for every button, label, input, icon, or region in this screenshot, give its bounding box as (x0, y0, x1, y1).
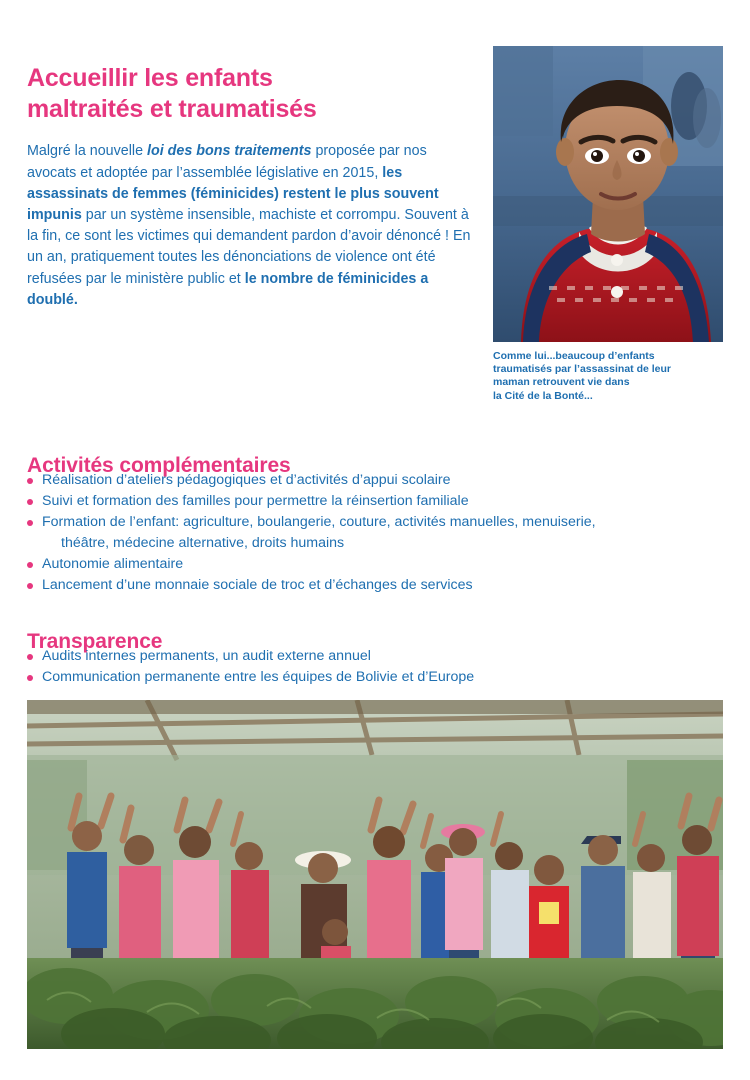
list-transparence (27, 646, 707, 688)
intro-seg-5: par un système insensible, machiste et corrompu. Souvent à la fin, ce sont les victimes qui demandent pardon d’avoir dénoncé ! En un an, pratiquement toutes les dénonciations de violence ont été refusées par le ministère public et (27, 206, 471, 287)
list-item (27, 491, 707, 512)
intro-seg-3: proposée par nos avocats et adoptée par l’assemblée législative en 2015, (27, 143, 427, 181)
page-title-line1: Accueillir les enfants (27, 63, 273, 92)
photo-boy-caption (493, 350, 725, 403)
list-item-text: Communication permanente entre les équipes de Bolivie et d’Europe (42, 669, 475, 685)
section-heading-transparence: Transparence (27, 630, 163, 654)
list-item-text: Réalisation d’ateliers pédagogiques et d’activités d’appui scolaire (42, 472, 451, 488)
list-item-subline: théâtre, médecine alternative, droits humains (61, 535, 345, 551)
page-title-line2: maltraités et traumatisés (27, 94, 317, 123)
intro-seg-4-strong: les assassinats de femmes (féminicides) restent le plus souvent impunis (27, 164, 439, 223)
photo-group-image (27, 700, 723, 1049)
intro-seg-1: Malgré la nouvelle (27, 143, 148, 160)
photo-boy-caption-line4: la Cité de la Bonté... (493, 389, 593, 402)
intro-seg-6-strong: le nombre de féminicides a doublé. (27, 270, 429, 308)
list-item (27, 575, 707, 596)
list-item (27, 646, 707, 667)
list-activites (27, 470, 707, 596)
intro-paragraph (27, 141, 479, 311)
intro-seg-2-emphasis: loi des bons traitements (147, 143, 312, 160)
list-item-text: Autonomie alimentaire (42, 556, 184, 572)
list-item-text: Formation de l’enfant: agriculture, boulangerie, couture, activités manuelles, menuiserie, (42, 514, 596, 530)
photo-boy-image (493, 46, 723, 342)
list-item (27, 470, 707, 491)
photo-boy-caption-line3: maman retrouvent vie dans (493, 376, 630, 389)
list-item (27, 512, 707, 554)
photo-group (27, 700, 723, 1049)
list-item (27, 667, 707, 688)
section-heading-activites: Activités complémentaires (27, 454, 291, 478)
photo-boy (493, 46, 723, 342)
list-item-text: Lancement d’une monnaie sociale de troc et d’échanges de services (42, 577, 473, 593)
list-item (27, 554, 707, 575)
photo-boy-caption-line2: traumatisés par l’assassinat de leur (493, 363, 672, 376)
list-item-text: Suivi et formation des familles pour permettre la réinsertion familiale (42, 493, 469, 509)
page-title (27, 63, 477, 125)
list-item-text: Audits internes permanents, un audit externe annuel (42, 648, 371, 664)
photo-boy-caption-line1: Comme lui...beaucoup d’enfants (493, 350, 655, 362)
